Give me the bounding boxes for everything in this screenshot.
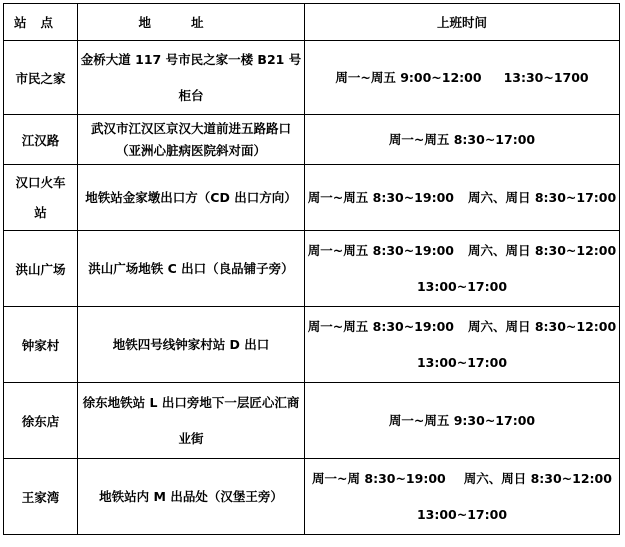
address-cell <box>78 115 305 165</box>
table-row <box>4 231 620 307</box>
hours-segment: 周六、周日 8:30~12:00 <box>467 318 617 334</box>
address-cell <box>78 383 305 459</box>
table-row <box>4 383 620 459</box>
hours-line <box>305 180 619 216</box>
schedule-table <box>3 3 620 535</box>
address-line: 徐东地铁站 L 出口旁地下一层匠心汇商 <box>82 394 300 410</box>
address-line: 地铁站内 M 出品处（汉堡王旁） <box>99 488 283 504</box>
hours-segment: 13:30~1700 <box>503 69 589 85</box>
address-line: 洪山广场地铁 C 出口（良品铺子旁） <box>88 260 294 276</box>
hours-cell <box>305 307 620 383</box>
header-station: 站点 <box>4 4 78 41</box>
address-line: 武汉市江汉区京汉大道前进五路路口 <box>90 120 291 136</box>
hours-segment: 周一~周五 8:30~19:00 <box>307 189 454 205</box>
station-cell: 江汉路 <box>4 115 78 165</box>
station-cell: 洪山广场 <box>4 231 78 307</box>
hours-line: 13:00~17:00 <box>416 354 508 370</box>
address-cell <box>78 41 305 115</box>
header-row <box>4 4 620 41</box>
hours-segment: 周一~周五 8:30~19:00 <box>307 242 454 258</box>
station-cell: 市民之家 <box>4 41 78 115</box>
address-line: 地铁四号线钟家村站 D 出口 <box>112 336 270 352</box>
address-cell <box>78 231 305 307</box>
header-address: 地址 <box>78 4 305 41</box>
hours-line: 13:00~17:00 <box>416 506 508 522</box>
table-row <box>4 459 620 535</box>
station-cell: 徐东店 <box>4 383 78 459</box>
address-line: 业街 <box>178 430 204 446</box>
address-line: 地铁站金家墩出口方（CD 出口方向） <box>85 189 297 205</box>
hours-line <box>305 461 619 497</box>
station-line: 汉口火车 <box>15 174 66 190</box>
address-line: 柜台 <box>178 87 204 103</box>
station-cell <box>4 165 78 231</box>
station-cell: 王家湾 <box>4 459 78 535</box>
station-line: 站 <box>34 204 47 220</box>
hours-segment: 周六、周日 8:30~12:00 <box>463 470 612 486</box>
hours-cell <box>305 41 620 115</box>
address-line: （亚洲心脏病医院斜对面） <box>115 142 266 158</box>
header-hours: 上班时间 <box>305 4 620 41</box>
hours-cell <box>305 165 620 231</box>
station-cell: 钟家村 <box>4 307 78 383</box>
hours-segment: 周一~周 8:30~19:00 <box>312 470 446 486</box>
hours-line <box>305 60 619 96</box>
hours-cell <box>305 115 620 165</box>
hours-line: 13:00~17:00 <box>416 278 508 294</box>
address-cell <box>78 307 305 383</box>
hours-cell <box>305 459 620 535</box>
hours-line: 周一~周五 9:30~17:00 <box>388 412 536 428</box>
table-row <box>4 307 620 383</box>
hours-line <box>305 233 619 269</box>
hours-segment: 周六、周日 8:30~17:00 <box>467 189 617 205</box>
hours-segment: 周六、周日 8:30~12:00 <box>467 242 617 258</box>
table-row <box>4 115 620 165</box>
address-cell <box>78 459 305 535</box>
address-cell <box>78 165 305 231</box>
address-line: 金桥大道 117 号市民之家一楼 B21 号 <box>80 51 302 67</box>
hours-line <box>305 309 619 345</box>
hours-cell <box>305 231 620 307</box>
table-row <box>4 165 620 231</box>
hours-cell <box>305 383 620 459</box>
hours-segment: 周一~周五 9:00~12:00 <box>335 69 482 85</box>
hours-segment: 周一~周五 8:30~19:00 <box>307 318 454 334</box>
hours-line: 周一~周五 8:30~17:00 <box>388 131 536 147</box>
table-row <box>4 41 620 115</box>
